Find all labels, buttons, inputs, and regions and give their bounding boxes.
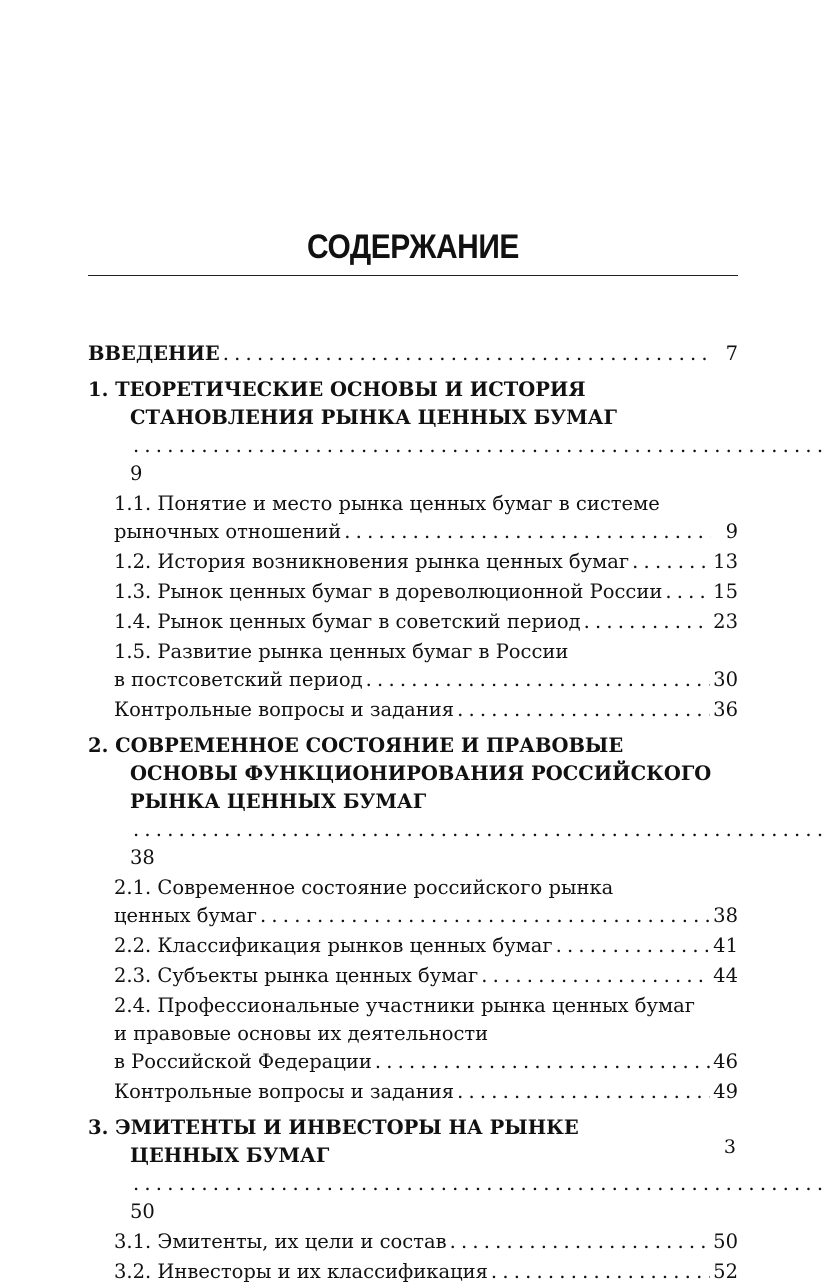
toc-entry-section-1-3	[114, 578, 738, 606]
toc-entry-title: в постсоветский период	[114, 668, 363, 691]
toc-page-number: 38	[130, 846, 155, 869]
toc-entry-section-1-2	[114, 548, 738, 576]
toc-page-number: 9	[130, 462, 143, 485]
toc-page-number: 15	[713, 580, 738, 603]
toc-entry-questions-2	[114, 1078, 738, 1106]
toc-entry-section-2-4	[114, 992, 738, 1076]
toc-entry-title: 2.4. Профессиональные участники рынка ценных бумаг	[114, 994, 696, 1017]
toc-entry-title: ЦЕННЫХ БУМАГ	[130, 1144, 330, 1167]
toc-page-number: 36	[713, 698, 738, 721]
toc-page-number: 46	[713, 1050, 738, 1073]
toc-page-number: 30	[713, 668, 738, 691]
toc-page-number: 44	[713, 964, 738, 987]
toc-entry-section-3-1	[114, 1228, 738, 1256]
leader-dots	[665, 578, 710, 606]
toc-entry-title: 2.1. Современное состояние российского рынка	[114, 876, 614, 899]
leader-dots	[457, 696, 710, 724]
leader-dots	[450, 1228, 711, 1256]
toc-entry-title: в Российской Федерации	[114, 1050, 372, 1073]
leader-dots	[556, 932, 711, 960]
page-number: 3	[723, 1136, 736, 1158]
leader-dots	[344, 518, 711, 546]
title-underline	[88, 275, 738, 276]
toc-entry-questions-1	[114, 696, 738, 724]
toc-entry-title: 1.4. Рынок ценных бумаг в советский период	[114, 610, 581, 633]
toc-page-number: 49	[713, 1080, 738, 1103]
leader-dots	[133, 1172, 828, 1195]
leader-dots	[133, 818, 828, 841]
toc-entry-title: 1.5. Развитие рынка ценных бумаг в России	[114, 640, 569, 663]
toc-entry-title: 3. ЭМИТЕНТЫ И ИНВЕСТОРЫ НА РЫНКЕ	[88, 1116, 579, 1139]
toc-entry-title: Контрольные вопросы и задания	[114, 698, 455, 721]
toc-page-number: 7	[725, 342, 738, 365]
toc-page-number: 41	[713, 934, 738, 957]
toc-entry-section-2-3	[114, 962, 738, 990]
toc-entry-title: ценных бумаг	[114, 904, 258, 927]
leader-dots	[457, 1078, 710, 1106]
leader-dots	[375, 1048, 710, 1076]
toc-entry-title: 1.1. Понятие и место рынка ценных бумаг в системе	[114, 492, 660, 515]
toc-entry-title: РЫНКА ЦЕННЫХ БУМАГ	[130, 790, 427, 813]
toc-entry-chapter-3	[88, 1114, 738, 1226]
toc-entry-title: СТАНОВЛЕНИЯ РЫНКА ЦЕННЫХ БУМАГ	[130, 406, 617, 429]
toc-entry-title: и правовые основы их деятельности	[114, 1022, 489, 1045]
leader-dots	[366, 666, 711, 694]
toc-entry-section-1-1	[114, 490, 738, 546]
toc-entry-chapter-2	[88, 732, 738, 872]
toc-entry-section-2-2	[114, 932, 738, 960]
toc-page-number: 38	[713, 904, 738, 927]
toc-entry-title: Контрольные вопросы и задания	[114, 1080, 455, 1103]
toc-entry-intro	[88, 340, 738, 368]
toc-entry-title: 1.2. История возникновения рынка ценных бумаг	[114, 550, 630, 573]
toc-page-number: 50	[713, 1230, 738, 1253]
toc-entry-title: ВВЕДЕНИЕ	[88, 342, 220, 365]
table-of-contents	[88, 340, 738, 1286]
leader-dots	[223, 340, 711, 368]
toc-entry-section-1-5	[114, 638, 738, 694]
toc-entry-title: 2.3. Субъекты рынка ценных бумаг	[114, 964, 479, 987]
toc-entry-title: 3.1. Эмитенты, их цели и состав	[114, 1230, 447, 1253]
leader-dots	[133, 434, 828, 457]
toc-entry-title: 2. СОВРЕМЕННОЕ СОСТОЯНИЕ И ПРАВОВЫЕ	[88, 734, 624, 757]
toc-entry-section-2-1	[114, 874, 738, 930]
toc-entry-title: ОСНОВЫ ФУНКЦИОНИРОВАНИЯ РОССИЙСКОГО	[130, 762, 712, 785]
toc-entry-title: 2.2. Классификация рынков ценных бумаг	[114, 934, 553, 957]
toc-entry-chapter-1	[88, 376, 738, 488]
toc-entry-title: 3.2. Инвесторы и их классификация	[114, 1260, 488, 1283]
page-title: СОДЕРЖАНИЕ	[307, 228, 519, 266]
toc-page-number: 52	[713, 1260, 738, 1283]
toc-entry-section-3-2	[114, 1258, 738, 1286]
leader-dots	[481, 962, 710, 990]
leader-dots	[491, 1258, 710, 1286]
leader-dots	[632, 548, 710, 576]
toc-page-number: 9	[725, 520, 738, 543]
toc-entry-title: 1. ТЕОРЕТИЧЕСКИЕ ОСНОВЫ И ИСТОРИЯ	[88, 378, 586, 401]
toc-page-number: 13	[713, 550, 738, 573]
leader-dots	[584, 608, 711, 636]
toc-entry-title: 1.3. Рынок ценных бумаг в дореволюционной России	[114, 580, 663, 603]
toc-page-number: 23	[713, 610, 738, 633]
toc-entry-title: рыночных отношений	[114, 520, 342, 543]
toc-page-number: 50	[130, 1200, 155, 1223]
toc-entry-section-1-4	[114, 608, 738, 636]
leader-dots	[260, 902, 710, 930]
